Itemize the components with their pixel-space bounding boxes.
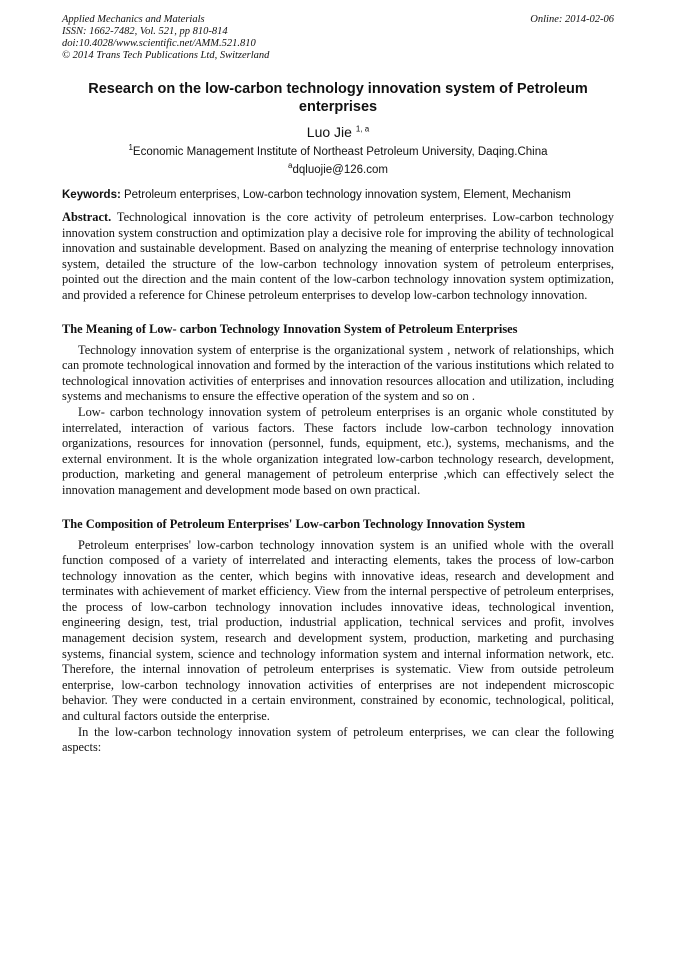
paragraph: Low- carbon technology innovation system of petroleum enterprises is an organic whole constituted by interrelated, interaction of various factors. These factors include low-carbon technology innovation organizations, resources for innovation (personnel, funds, equipment, etc.), systems, mechanisms, and the external environment. It is the whole organization integrated low-carbon technology research, development, production, marketing and general management of petroleum enterprise ,which can effectively select the innovation management and development mode based on own practical.	[62, 404, 614, 497]
doi-line: doi:10.4028/www.scientific.net/AMM.521.810	[62, 38, 256, 49]
affiliation-sup: 1	[128, 143, 133, 153]
keywords	[62, 188, 614, 203]
email-address[interactable]: dqluojie@126.com	[292, 164, 388, 176]
affiliation	[62, 143, 614, 158]
section-heading-meaning: The Meaning of Low- carbon Technology Innovation System of Petroleum Enterprises	[62, 321, 518, 336]
copyright-line: © 2014 Trans Tech Publications Ltd, Switzerland	[62, 50, 270, 61]
author-name: Luo Jie	[306, 124, 352, 140]
paper-page	[62, 14, 614, 756]
online-date: Online: 2014-02-06	[530, 14, 614, 25]
paper-title: Research on the low-carbon technology innovation system of Petroleum enterprises	[88, 81, 588, 115]
author-sup: 1, a	[355, 124, 370, 134]
abstract-label: Abstract.	[62, 210, 112, 224]
keywords-label: Keywords:	[62, 189, 121, 201]
issn-line: ISSN: 1662-7482, Vol. 521, pp 810-814	[62, 26, 228, 37]
paragraph: Technology innovation system of enterprise is the organizational system , network of relationships, which can promote technological innovation and formed by the interaction of the various institutions which related to technological innovation activities of enterprises and innovation resources allocation and utilization, including systems and mechanisms to ensure the effective operation of the system and so on .	[62, 342, 614, 404]
journal-name: Applied Mechanics and Materials	[62, 14, 205, 25]
affiliation-text: Economic Management Institute of Northeast Petroleum University, Daqing.China	[132, 146, 548, 158]
paragraph: Petroleum enterprises' low-carbon technology innovation system is an unified whole with the overall function composed of a variety of interrelated and interacting elements, takes the process of low-carbon technology innovation as the center, which begins with innovative ideas, research and development and terminates with achievement of market efficiency. View from the internal perspective of petroleum enterprises, the process of low-carbon technology innovation includes innovative ideas, technological invention, engineering design, test, trial production, industrial application, technical services and profit, involves management decision system, research and development system, production, marketing and purchasing systems, financial system, science and technology information system and internal information network, etc. Therefore, the internal innovation of petroleum enterprises is systematic. View from outside petroleum enterprise, low-carbon technology innovation activities of enterprises are not independent microscopic behavior. They were conducted in a certain environment, constrained by economic, technological, political, and cultural factors outside the enterprise.	[62, 537, 614, 724]
email-sup: a	[288, 161, 293, 171]
journal-header	[62, 14, 614, 62]
abstract	[62, 210, 614, 304]
abstract-text: Technological innovation is the core activity of petroleum enterprises. Low-carbon technology innovation system construction and optimization play a decisive role for improving the ability of technological innovation and sustainable development. Based on analyzing the meaning of enterprise technology innovation system, detailed the structure of the low-carbon technology innovation system of petroleum enterprises, pointed out the direction and the main content of the low-carbon technology innovation system optimization, and provided a reference for Chinese petroleum enterprises to develop low-carbon technology innovation.	[62, 210, 614, 302]
section-heading-composition: The Composition of Petroleum Enterprises' Low-carbon Technology Innovation System	[62, 516, 526, 531]
keywords-text: Petroleum enterprises, Low-carbon technology innovation system, Element, Mechanism	[120, 189, 571, 201]
author-line	[62, 124, 614, 140]
email-line	[62, 161, 614, 176]
paragraph: In the low-carbon technology innovation system of petroleum enterprises, we can clear the following aspects:	[62, 724, 614, 755]
